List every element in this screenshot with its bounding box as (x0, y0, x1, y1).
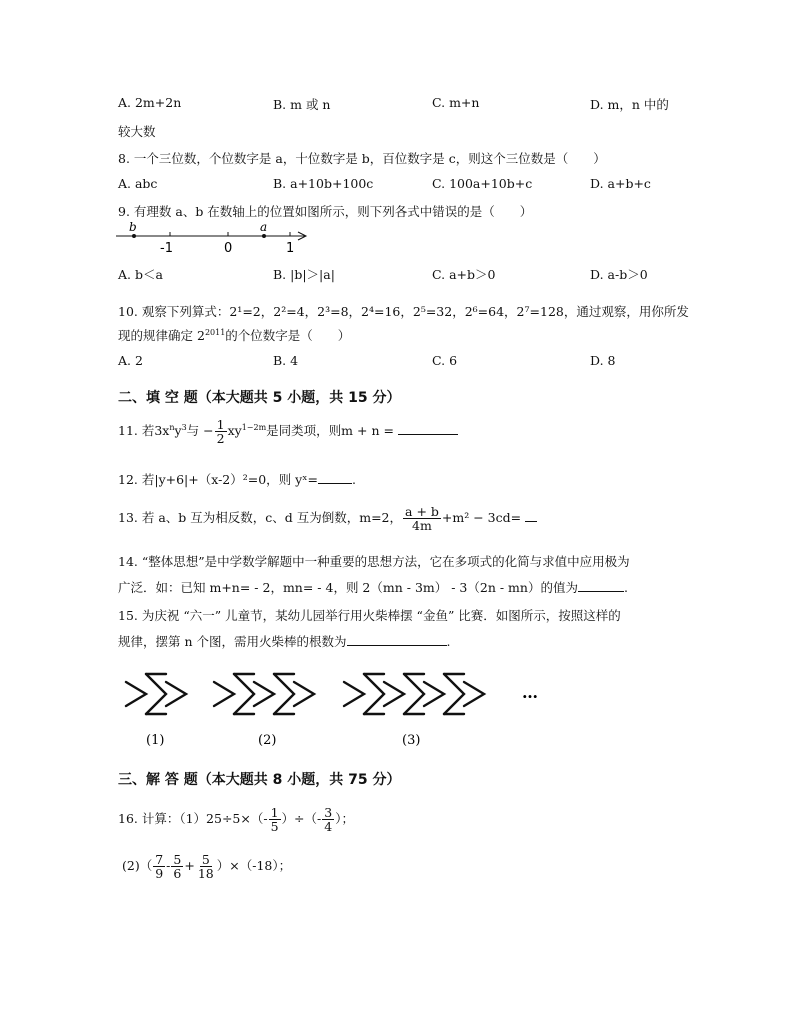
q9-option-a: A. b＜a (118, 267, 163, 282)
q10-stem-line2: 现的规律确定 $2^{2011}$的个位数字是（ ） (118, 327, 351, 343)
q15-answer-blank[interactable] (347, 633, 447, 646)
q10-option-d: D. 8 (590, 353, 616, 368)
q11-fraction: $\frac{1}{2}$ (216, 417, 225, 447)
q10-option-c: C. 6 (432, 353, 458, 368)
q13-fraction: $\frac{a + b}{4m}$ (405, 504, 439, 534)
q9-stem: 9. 有理数 a、b 在数轴上的位置如图所示，则下列各式中错误的是（ ） (118, 204, 533, 219)
q11-text: 11. 若$3x^ny^3$与 − $\frac{1}{2}$ $xy^{1-2m}$是同类项，则m + n = (118, 418, 458, 445)
q16-p2-fraction-2: $\frac{5}{6}$ (173, 852, 182, 882)
q14-line1: 14. “整体思想”是中学数学解题中一种重要的思想方法，它在多项式的化简与求值中应用极为 (118, 554, 630, 569)
figure-1-label: (1) (146, 733, 165, 748)
q12-answer-blank[interactable] (318, 471, 352, 484)
section-3-title: 三、解 答 题（本大题共 8 小题，共 75 分） (118, 772, 401, 788)
number-line (110, 222, 315, 258)
q11-answer-blank[interactable] (398, 422, 458, 435)
q16-p2-fraction-1: $\frac{7}{9}$ (155, 852, 164, 882)
point-a-marker (262, 234, 266, 238)
tick-label-1: 1 (286, 241, 295, 256)
q9-option-d: D. a-b＞0 (590, 267, 648, 282)
q8-option-b: B. a+10b+100c (273, 176, 374, 191)
point-a-label: a (260, 222, 268, 234)
q7-option-d-continued: 较大数 (118, 124, 156, 139)
q10-option-b: B. 4 (273, 353, 299, 368)
q8-option-c: C. 100a+10b+c (432, 176, 533, 191)
figure-ellipsis: … (522, 683, 538, 702)
section-2-title: 二、填 空 题（本大题共 5 小题，共 15 分） (118, 390, 401, 406)
q9-option-c: C. a+b＞0 (432, 267, 496, 282)
q14-answer-blank[interactable] (578, 579, 624, 592)
q16-part2: (2)（ $\frac{7}{9}$ - $\frac{5}{6}$ + $\frac{5}{18}$ ）×（-18）； (122, 852, 292, 882)
q16-part1: 16. 计算：（1）25÷5×（- $\frac{1}{5}$ ）÷（- $\frac{3}{4}$ ）； (118, 805, 354, 835)
point-b-label: b (129, 222, 137, 234)
q7-option-b: B. m 或 n (273, 97, 331, 112)
q10-option-a: A. 2 (118, 353, 143, 368)
q7-option-d: D. m，n 中的 (590, 97, 669, 112)
q8-stem: 8. 一个三位数，个位数字是 a，十位数字是 b，百位数字是 c，则这个三位数是（ ） (118, 151, 606, 166)
point-b-marker (132, 234, 136, 238)
q8-option-a: A. abc (118, 176, 158, 191)
q12-text: 12. 若|y+6|+（x-2）²=0，则 yˣ= . (118, 472, 356, 487)
q15-line2: 规律，摆第 n 个图，需用火柴棒的根数为 . (118, 634, 451, 649)
q16-p1-fraction-1: $\frac{1}{5}$ (270, 805, 279, 835)
q8-option-d: D. a+b+c (590, 176, 651, 191)
tick-label-0: 0 (224, 241, 233, 256)
q7-option-a: A. 2m+2n (118, 95, 182, 110)
matchstick-figures (110, 668, 550, 753)
q13-text: 13. 若 a、b 互为相反数，c、d 互为倒数，m=2， $\frac{a + b}{4m}$ +m² − 3cd= (118, 505, 537, 532)
tick-label-minus-1: -1 (160, 241, 173, 256)
q16-p2-fraction-3: $\frac{5}{18}$ (197, 852, 214, 882)
q10-stem-line1: 10. 观察下列算式：2¹=2，2²=4，2³=8，2⁴=16，2⁵=32，2⁶=64，2⁷=128，通过观察，用你所发 (118, 304, 689, 319)
q16-p1-fraction-2: $\frac{3}{4}$ (324, 805, 333, 835)
matchstick-figure-2 (214, 674, 314, 714)
matchstick-figure-3 (344, 674, 484, 714)
figure-3-label: (3) (402, 733, 421, 748)
q7-option-c: C. m+n (432, 95, 480, 110)
figure-2-label: (2) (258, 733, 277, 748)
q15-line1: 15. 为庆祝 “六一” 儿童节，某幼儿园举行用火柴棒摆 “金鱼” 比赛．如图所示，按照这样的 (118, 608, 621, 623)
matchstick-figure-1 (126, 674, 186, 714)
q9-option-b: B. |b|＞|a| (273, 267, 335, 282)
q13-answer-blank[interactable] (525, 509, 537, 522)
q14-line2: 广泛．如：已知 m+n= - 2，mn= - 4，则 2（mn - 3m） - 3（2n - mn）的值为 . (118, 580, 628, 595)
